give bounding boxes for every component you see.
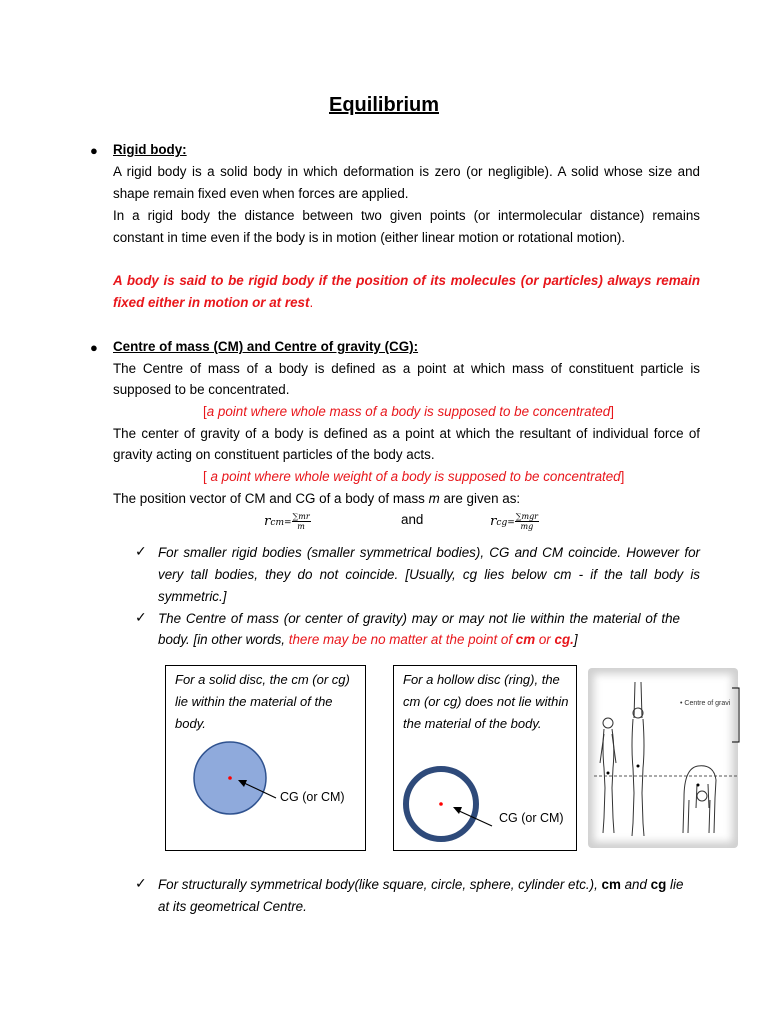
photo-label: • Centre of gravi [680,700,731,707]
paragraph-line: In a rigid body the distance between two given points (or intermolecular distance) remains [113,208,700,223]
text: and [620,877,651,892]
ring-caption: CG (or CM) [499,811,564,825]
check-note-line: at its geometrical Centre. [158,899,307,914]
rigid-body-definition-line: A body is said to be rigid body if the position of its molecules (or particles) always remain [113,273,700,288]
red-text: there may be no matter at the point of [288,632,516,647]
bullet-icon: ● [90,143,98,158]
section-heading-cm-cg: Centre of mass (CM) and Centre of gravity (CG): [113,339,419,354]
page-title: Equilibrium [329,94,439,116]
paragraph-line: supposed to be concentrated. [113,382,290,397]
bold-cg: cg [650,877,667,892]
check-note-line: For smaller rigid bodies (smaller symmetrical bodies), CG and CM coincide. However for [158,545,700,560]
text: For structurally symmetrical body(like square, circle, sphere, cylinder etc.), [158,877,602,892]
formula-cg [490,512,539,531]
human-posture-image [588,668,738,848]
numerator: ∑mr [292,512,310,521]
paragraph-line: constant in time even if the body is in motion (either linear motion or rotational motion). [113,230,626,245]
cg-dot [607,772,610,775]
paragraph-line: The center of gravity of a body is defined as a point at which the resultant of individual force of [113,426,700,441]
paragraph-line: A rigid body is a solid body in which deformation is zero (or negligible). A solid whose size and [113,164,700,179]
checkmark-icon: ✓ [135,609,147,625]
ring-figure [393,665,577,851]
bracket-icon [730,686,750,746]
red-cm: cm [515,632,536,647]
cg-note [203,469,624,484]
solid-disc-caption: CG (or CM) [280,790,345,804]
arms-raised-figure [632,682,644,836]
formula-r: r [490,514,497,529]
ring-text: For a hollow disc (ring), the cm (or cg) does not lie within the material of the body. [403,672,569,731]
paragraph-line: The Centre of mass of a body is defined as a point at which mass of constituent particle is [113,361,700,376]
text: The position vector of CM and CG of a body of mass [113,491,429,506]
center-dot [439,802,443,806]
denominator: mg [520,522,534,531]
cm-note-text: a point where whole mass of a body is supposed to be concentrated [206,404,611,419]
denominator: m [297,522,305,531]
formula-subscript: cg [496,518,508,528]
cg-note-text: a point where whole weight of a body is supposed to be concentrated [210,469,621,484]
bold-cm: cm [601,877,621,892]
cm-note [203,404,614,419]
bracket: ] [620,469,625,484]
cg-dot [697,784,700,787]
section-heading-rigid-body: Rigid body: [113,142,187,157]
solid-disc-diagram [166,666,365,850]
formula-subscript: cm [270,518,284,528]
formula-equals: = [283,518,292,528]
formula-equals: = [507,518,515,528]
checkmark-icon: ✓ [135,543,147,559]
check-note-line: very tall bodies, they do not coincide. [Usually, cg lies below cm - if the tall body is [158,567,700,582]
solid-disc-figure [165,665,366,851]
bullet-icon: ● [90,340,98,355]
center-dot [228,776,232,780]
check-note-line [158,632,578,647]
text: body. [in other words, [158,632,289,647]
posture-figures [588,668,738,848]
paragraph-line: shape remain fixed even when forces are applied. [113,186,409,201]
text: lie [666,877,684,892]
bracket: ] [573,632,578,647]
position-vector-line [113,491,520,506]
check-note-line: symmetric.] [158,589,227,604]
bracket: ] [610,404,614,419]
check-note-line: The Centre of mass (or center of gravity) may or may not lie within the material of the [158,611,680,626]
red-cg: cg. [554,632,574,647]
numerator: ∑mgr [515,512,539,521]
mass-variable: m [428,491,440,506]
period: . [309,295,314,310]
formula-and: and [401,512,424,527]
rigid-body-definition-line [113,295,313,310]
arrowhead [453,807,462,814]
check-note-line [158,877,683,892]
red-or: or [535,632,555,647]
bracket: [ [203,404,207,419]
formula-r: r [264,514,271,529]
rigid-body-definition-end: fixed either in motion or at rest [113,295,310,310]
checkmark-icon: ✓ [135,875,147,891]
formula-cm [264,512,311,531]
fraction [292,512,311,531]
standing-figure [600,718,616,833]
cg-dot [637,765,640,768]
text: are given as: [439,491,521,506]
paragraph-line: gravity acting on constituent particles of the body acts. [113,447,435,462]
fraction [515,512,539,531]
bracket: [ [203,469,211,484]
solid-disc-text: For a solid disc, the cm (or cg) lie within the material of the body. [175,672,350,731]
